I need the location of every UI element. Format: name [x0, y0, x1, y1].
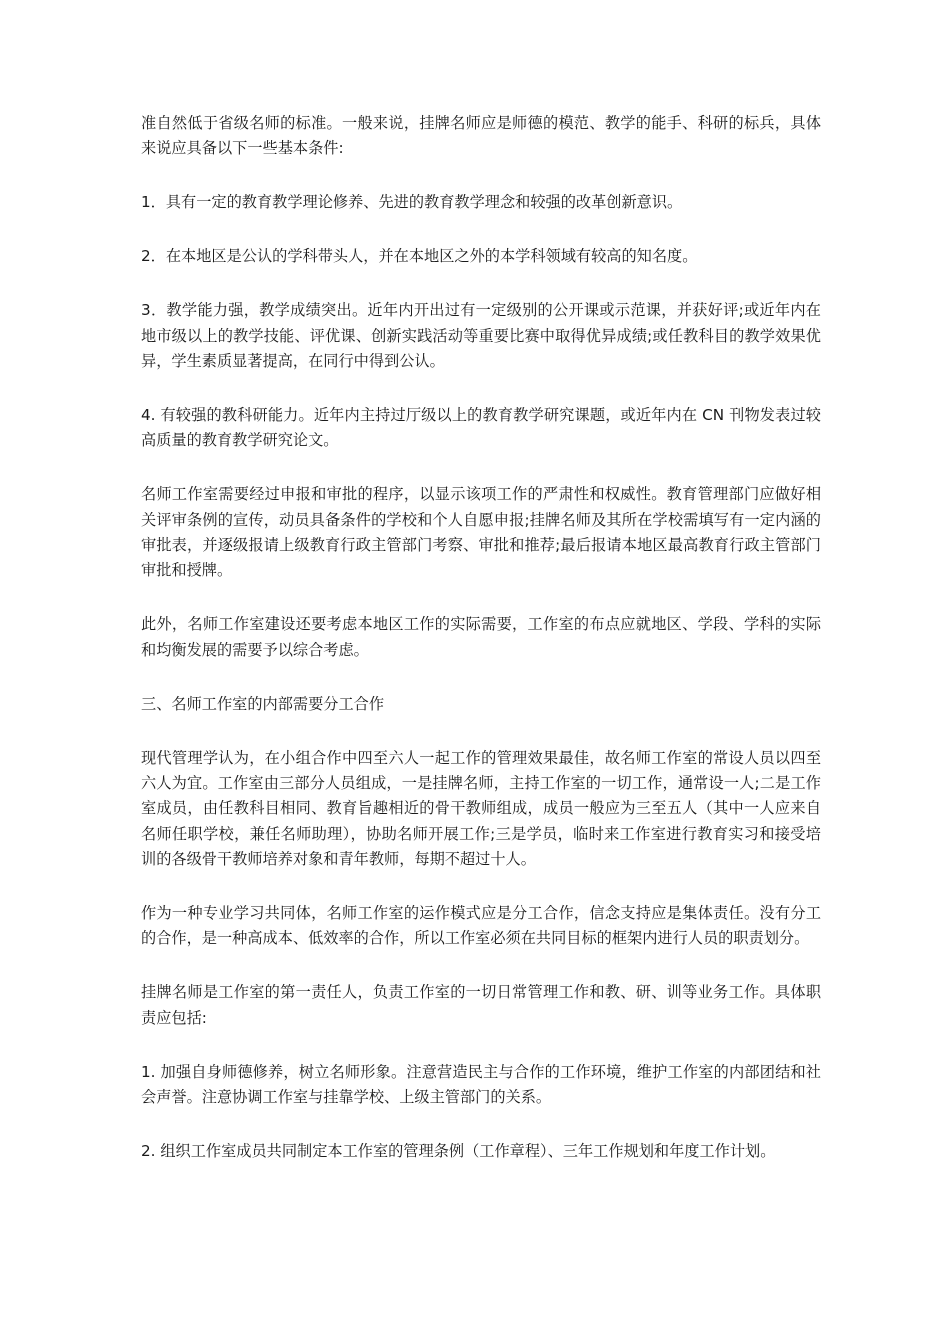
paragraph-cooperation: 作为一种专业学习共同体，名师工作室的运作模式应是分工合作，信念支持应是集体责任。没有分工的合作，是一种高成本、低效率的合作，所以工作室必须在共同目标的框架内进行人员的职责划分。 [141, 904, 821, 948]
document-body [141, 111, 821, 1164]
paragraph-duty-1: 1. 加强自身师德修养，树立名师形象。注意营造民主与合作的工作环境，维护工作室的内部团结和社会声誉。注意协调工作室与挂靠学校、上级主管部门的关系。 [141, 1062, 821, 1107]
paragraph-staffing: 现代管理学认为，在小组合作中四至六人一起工作的管理效果最佳，故名师工作室的常设人员以四至六人为宜。工作室由三部分人员组成，一是挂牌名师，主持工作室的一切工作，通常设一人;二是工作室成员，由任教科目相同、教育旨趣相近的骨干教师组成，成员一般应为三至五人（其中一人应来自名师任职学校，兼任名师助理），协助名师开展工作;三是学员，临时来工作室进行教育实习和接受培训的各级骨干教师培养对象和青年教师，每期不超过十人。 [141, 748, 821, 869]
paragraph-approval: 名师工作室需要经过申报和审批的程序，以显示该项工作的严肃性和权威性。教育管理部门应做好相关评审条例的宣传，动员具备条件的学校和个人自愿申报;挂牌名师及其所在学校需填写有一定内涵的审批表，并逐级报请上级教育行政主管部门考察、审批和推荐;最后报请本地区最高教育行政主管部门审批和授牌。 [141, 485, 821, 580]
paragraph-condition-2: 2．在本地区是公认的学科带头人，并在本地区之外的本学科领域有较高的知名度。 [141, 247, 698, 266]
section-heading: 三、名师工作室的内部需要分工合作 [141, 694, 384, 713]
paragraph-condition-4: 4. 有较强的教科研能力。近年内主持过厅级以上的教育教学研究课题，或近年内在 CN 刊物发表过较高质量的教育教学研究论文。 [141, 405, 821, 450]
paragraph-duties-intro: 挂牌名师是工作室的第一责任人，负责工作室的一切日常管理工作和教、研、训等业务工作。具体职责应包括: [141, 983, 821, 1027]
paragraph-intro: 准自然低于省级名师的标准。一般来说，挂牌名师应是师德的模范、教学的能手、科研的标兵，具体来说应具备以下一些基本条件: [141, 114, 821, 158]
paragraph-duty-2: 2. 组织工作室成员共同制定本工作室的管理条例（工作章程）、三年工作规划和年度工作计划。 [141, 1141, 776, 1160]
paragraph-condition-3: 3．教学能力强，教学成绩突出。近年内开出过有一定级别的公开课或示范课，并获好评;或近年内在地市级以上的教学技能、评优课、创新实践活动等重要比赛中取得优异成绩;或任教科目的教学效果优异，学生素质显著提高，在同行中得到公认。 [141, 301, 821, 370]
paragraph-condition-1: 1．具有一定的教育教学理论修养、先进的教育教学理念和较强的改革创新意识。 [141, 193, 683, 212]
paragraph-layout: 此外，名师工作室建设还要考虑本地区工作的实际需要，工作室的布点应就地区、学段、学科的实际和均衡发展的需要予以综合考虑。 [141, 615, 821, 659]
